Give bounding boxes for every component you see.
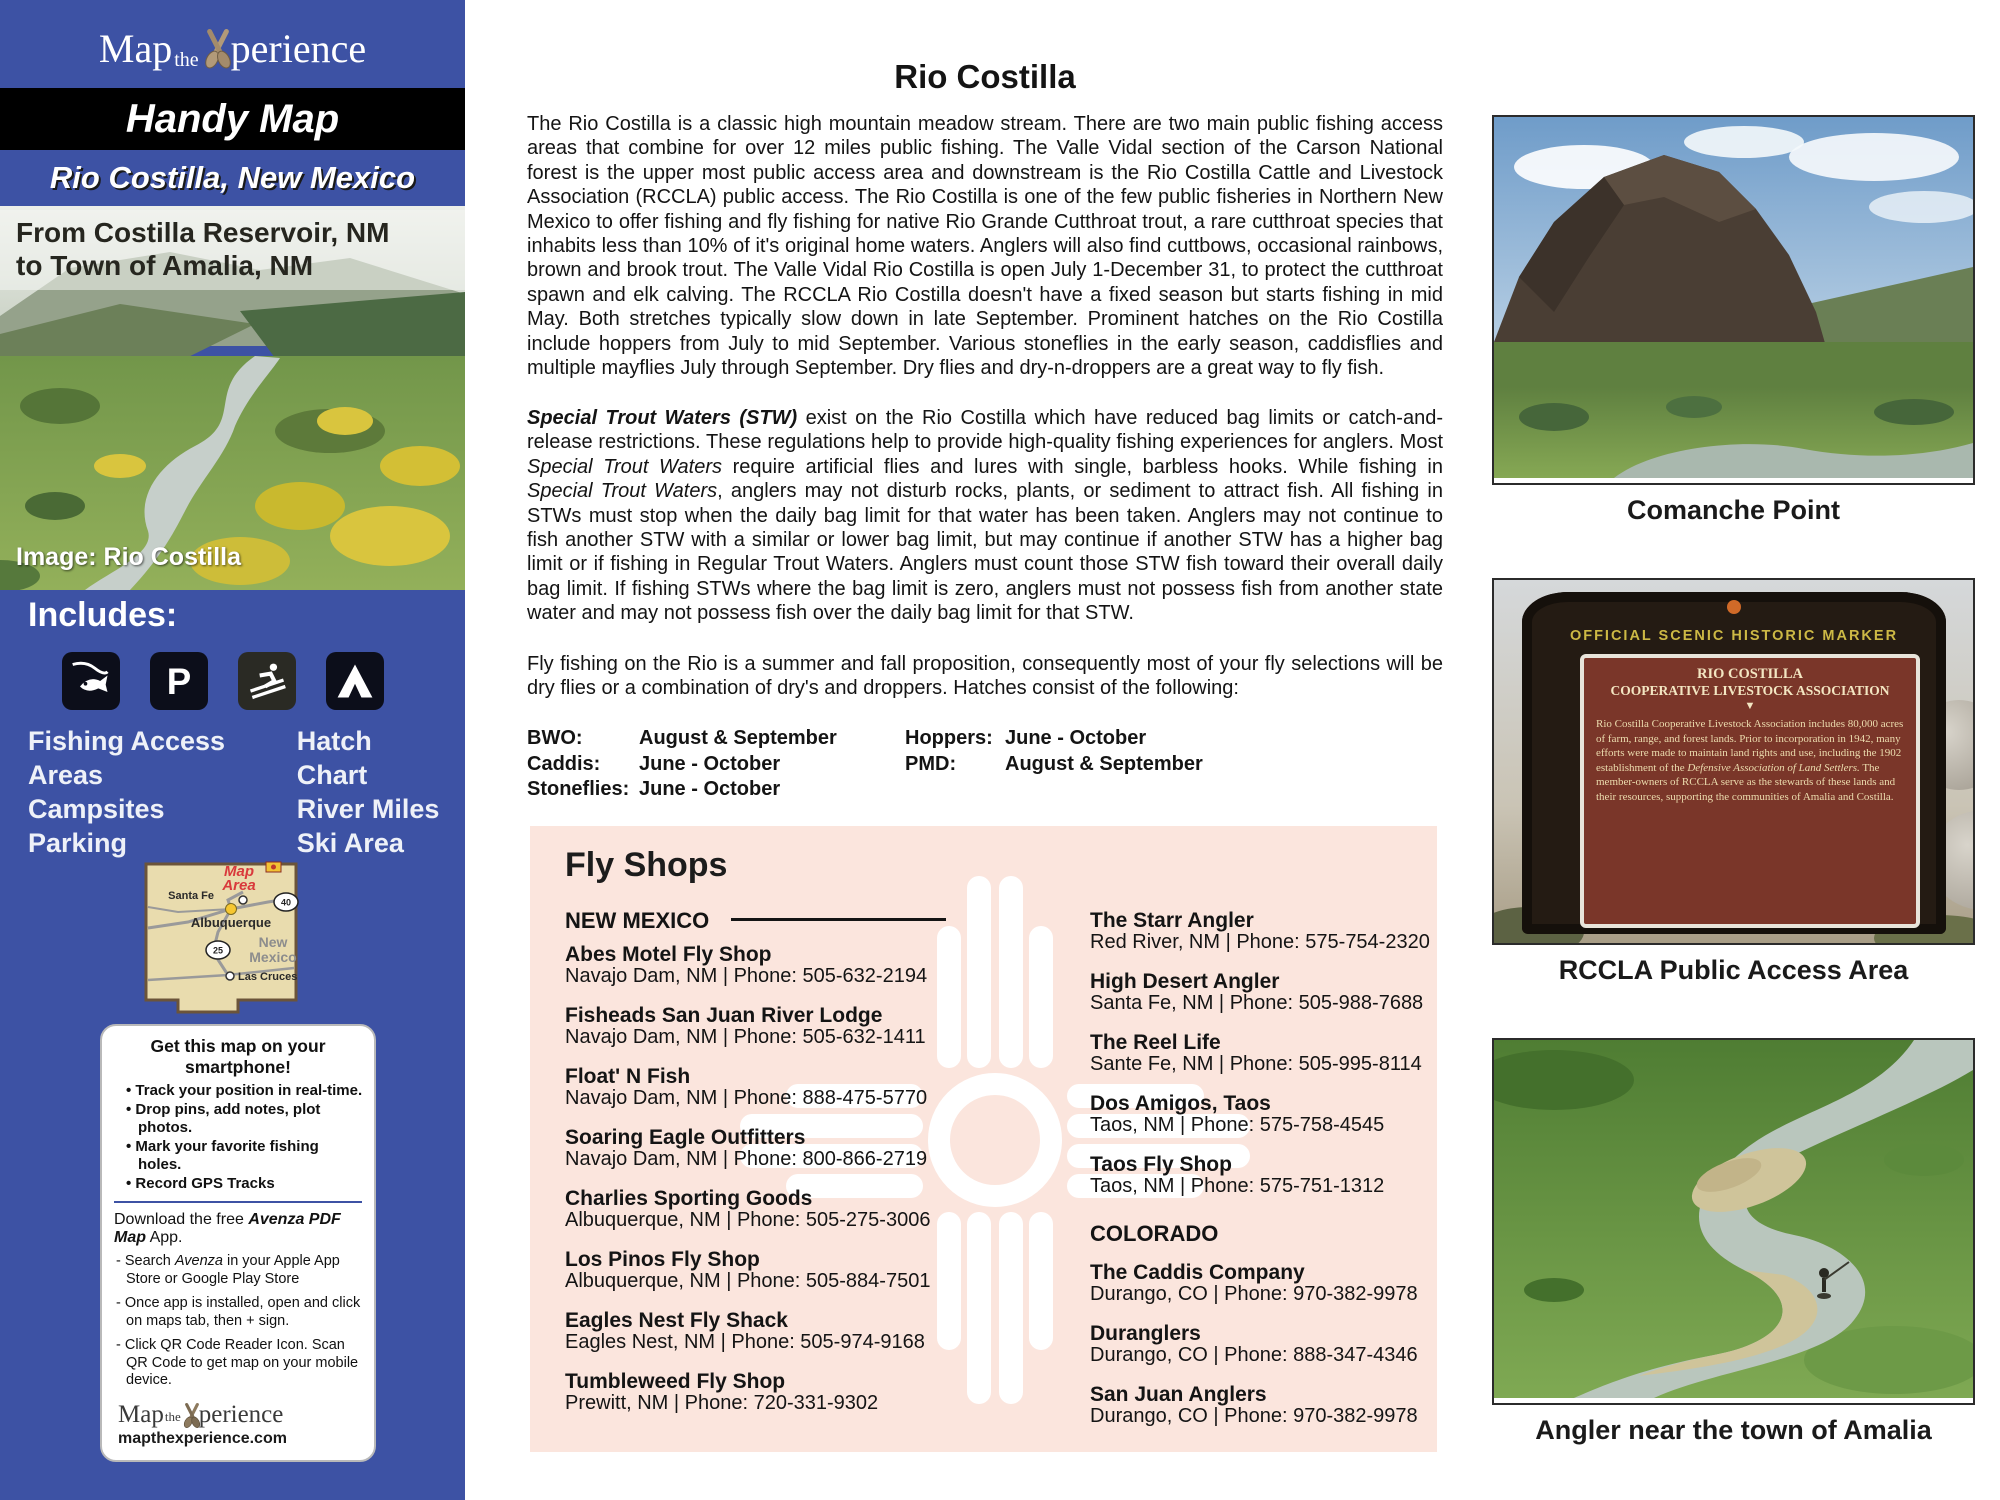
fly-shops-heading: Fly Shops (565, 846, 728, 884)
fly-shop-list-co (1090, 1262, 1435, 1445)
banner-label: Handy Map (125, 96, 340, 141)
fly-shop-entry: Abes Motel Fly Shop Navajo Dam, NM | Phone: 505-632-2194 (565, 943, 928, 987)
card-divider (114, 1201, 362, 1203)
card-bullet: • Drop pins, add notes, plot photos. (138, 1101, 366, 1138)
includes-item: Parking (28, 828, 128, 858)
photo-frame (1492, 1038, 1975, 1405)
wooden-sign-frame (1522, 592, 1946, 934)
svg-text:Map: Map (224, 863, 254, 880)
hatch-chart-left (527, 726, 897, 803)
photo-frame (1492, 578, 1975, 945)
fly-shops-panel (530, 826, 1437, 1452)
card-bullets (102, 1082, 374, 1193)
svg-text:Santa Fe: Santa Fe (168, 890, 214, 902)
includes-item: River Miles (296, 794, 440, 824)
fly-shop-entry: Float' N Fish Navajo Dam, NM | Phone: 888-475-5770 (565, 1065, 928, 1109)
includes-item: Fishing Access Areas (28, 726, 226, 790)
card-heading: Get this map on your smartphone! (150, 1036, 326, 1077)
angler-illustration (1494, 1040, 1973, 1398)
card-step-2: - Once app is installed, open and click on maps tab, then + sign. (116, 1295, 361, 1329)
ski-icon (238, 652, 296, 710)
plaque-title-2: COOPERATIVE LIVESTOCK ASSOCIATION (1610, 683, 1890, 698)
includes-item: Hatch Chart (296, 726, 372, 790)
card-step-1: - Search Avenza in your Apple App Store or Google Play Store (116, 1253, 340, 1287)
cover-photo (0, 206, 465, 590)
down-arrow-icon: ▼ (1744, 700, 1756, 712)
svg-text:Mexico: Mexico (249, 949, 297, 965)
svg-text:40: 40 (280, 897, 292, 908)
fly-shop-list-nm-right (1090, 910, 1435, 1215)
svg-text:New: New (258, 934, 288, 950)
svg-text:Albuquerque: Albuquerque (190, 915, 272, 930)
intro-paragraph: The Rio Costilla is a classic high mountain meadow stream. There are two main public fishing access areas that combine for over 12 miles public fishing. The Valle Vidal section of the Carson National forest is the upper most public access area and downstream is the Rio Costilla Cattle and Livestock Association (RCCLA) public access. The Rio Costilla is one of the few public fisheries in Northern New Mexico to offer fishing and fly fishing for native Rio Grande Cutthroat trout, a rare cutthroat species that inhabits less than 10% of it's original home waters. Anglers will also find cuttbows, occasional rainbows, brown and brook trout. The Valle Vidal Rio Costilla is open July 1-December 31, to protect the cutthroat spawn and elk calving. The RCCLA Rio Costilla doesn't have a fixed season but starts fishing in mid May. Both stretches typically slow down in late September. Prominent hatches on the Rio Costilla include hoppers from July to mid September. Various stoneflies in the early season, caddisflies and multiple mayflies July through September. Dry flies and dry-n-droppers are a great way to fly fish. (527, 113, 1443, 380)
hatch-chart-right (905, 726, 1265, 777)
includes-col-1 (28, 724, 297, 860)
section-rule (731, 918, 946, 921)
fly-shop-list-nm-left (565, 944, 1045, 1432)
photo-frame (1492, 115, 1975, 485)
comanche-point-illustration (1494, 117, 1973, 478)
plaque-title-1: RIO COSTILLA (1697, 666, 1803, 682)
photo-caption: RCCLA Public Access Area (1558, 955, 1909, 985)
hatch-row: BWO: August & September (527, 727, 837, 749)
route-line-2: to Town of Amalia, NM (16, 250, 314, 281)
includes-heading: Includes: (28, 596, 178, 634)
new-mexico-section-label: NEW MEXICO (565, 908, 946, 934)
route-line-1: From Costilla Reservoir, NM (16, 217, 390, 248)
photo-comanche-point (1492, 115, 1975, 526)
card-logo: Map the perience (118, 1400, 284, 1428)
historic-marker-plaque (1580, 654, 1920, 928)
card-bullet: • Track your position in real-time. (138, 1082, 366, 1101)
card-bullet: • Mark your favorite fishing holes. (138, 1138, 366, 1175)
hatch-row: Stoneflies: June - October (527, 778, 781, 800)
fly-shop-entry: The Starr Angler Red River, NM | Phone: 575-754-2320 (1090, 909, 1430, 953)
logo-text: Map (98, 25, 173, 71)
includes-col-2 (297, 724, 448, 860)
card-step-3: - Click QR Code Reader Icon. Scan QR Code to get map on your mobile device. (116, 1337, 359, 1388)
card-bullet: • Record GPS Tracks (138, 1175, 366, 1194)
hatch-row: Hoppers: June - October (905, 727, 1147, 749)
hatch-row: Caddis: June - October (527, 752, 781, 775)
fly-shop-entry: Taos Fly Shop Taos, NM | Phone: 575-751-1312 (1090, 1153, 1385, 1197)
fishing-icon (62, 652, 120, 710)
includes-item: Ski Area (296, 828, 404, 858)
fly-shop-entry: Duranglers Durango, CO | Phone: 888-347-4346 (1090, 1322, 1418, 1366)
fly-shop-entry: High Desert Angler Santa Fe, NM | Phone: 505-988-7688 (1090, 970, 1424, 1014)
svg-text:Area: Area (222, 877, 256, 894)
photo-rccla-sign (1492, 578, 1975, 986)
card-download-line: Download the free Avenza PDF Map App. (114, 1211, 341, 1246)
fly-shop-entry: Los Pinos Fly Shop Albuquerque, NM | Phone: 505-884-7501 (565, 1248, 931, 1292)
svg-text:P: P (166, 660, 192, 702)
feature-icons-row (62, 652, 402, 710)
rccla-sign-illustration (1494, 580, 1973, 943)
svg-text:Las Cruces: Las Cruces (238, 971, 298, 983)
fly-shop-entry: Charlies Sporting Goods Albuquerque, NM | Phone: 505-275-3006 (565, 1187, 931, 1231)
photo-caption: Angler near the town of Amalia (1535, 1415, 1932, 1445)
fly-shop-entry: The Caddis Company Durango, CO | Phone: 970-382-9978 (1090, 1261, 1418, 1305)
stw-paragraph: Special Trout Waters (STW) exist on the Rio Costilla which have reduced bag limits or catch-and-release restrictions. These regulations help to provide high-quality fishing experiences for anglers. Most Special Trout Waters require artificial flies and lures with single, barbless hooks. While fishing in Special Trout Waters, anglers may not disturb rocks, plants, or sediment to attract fish. All fishing in STWs must stop when the daily bag limit for that water has been taken. Anglers may not continue to fish another STW with a similar or lower bag limit, but may continue if another STW has a higher bag limit or if fishing in Regular Trout Waters. Anglers must count those STW fish toward their overall daily bag limit. If fishing STWs where the bag limit is zero, anglers must not possess fish from another state water and may not possess fish over the daily bag limit for that STW. (527, 407, 1443, 625)
fly-shop-entry: The Reel Life Sante Fe, NM | Phone: 505-995-8114 (1090, 1031, 1422, 1075)
fly-shop-entry: Fisheads San Juan River Lodge Navajo Dam, NM | Phone: 505-632-1411 (565, 1004, 926, 1048)
parking-icon (150, 652, 208, 710)
plaque-body-text: Rio Costilla Cooperative Livestock Association includes 80,000 acres of farm, range, and forest lands. Prior to incorporation in 1942, many efforts were made to maintain land rights and use, including the 1902 establishment of the Defensive Association of Land Settlers. The member-owners of RCCLA serve as the stewards of these lands and their resources, supporting the communities of Amalia and Costilla. (1596, 718, 1904, 803)
map-the-xperience-logo: Map the perience (98, 25, 367, 71)
marker-label: OFFICIAL SCENIC HISTORIC MARKER (1569, 628, 1899, 644)
region-title: Rio Costilla, New Mexico (49, 160, 416, 195)
hatches-paragraph: Fly fishing on the Rio is a summer and fall proposition, consequently most of your fly selections will be dry flies or a combination of dry's and droppers. Hatches consist of the following: (527, 653, 1443, 700)
includes-lists (28, 724, 448, 860)
website-link[interactable]: mapthexperience.com (118, 1429, 287, 1447)
campsite-icon (326, 652, 384, 710)
smartphone-card (100, 1024, 376, 1462)
hatch-row: PMD: August & September (905, 752, 1203, 775)
fly-shop-entry: Dos Amigos, Taos Taos, NM | Phone: 575-758-4545 (1090, 1092, 1385, 1136)
photo-credit: Image: Rio Costilla (16, 543, 242, 571)
handy-map-banner (0, 88, 465, 150)
fly-shop-entry: San Juan Anglers Durango, CO | Phone: 970-382-9978 (1090, 1383, 1418, 1427)
fly-shop-entry: Eagles Nest Fly Shack Eagles Nest, NM | Phone: 505-974-9168 (565, 1309, 925, 1353)
route-description (0, 210, 465, 290)
photo-caption: Comanche Point (1626, 495, 1841, 525)
fly-shop-entry: Soaring Eagle Outfitters Navajo Dam, NM | Phone: 800-866-2719 (565, 1126, 928, 1170)
photo-angler-amalia (1492, 1038, 1975, 1446)
fly-shop-entry: Tumbleweed Fly Shop Prewitt, NM | Phone: 720-331-9302 (565, 1370, 879, 1414)
sidebar (0, 0, 465, 1500)
colorado-section-label: COLORADO (1090, 1221, 1219, 1246)
includes-item: Campsites (28, 794, 165, 824)
svg-text:25: 25 (212, 945, 224, 956)
new-mexico-locator-map (118, 852, 318, 1022)
page-title: Rio Costilla (894, 58, 1076, 95)
sign-ornament (1727, 600, 1741, 614)
